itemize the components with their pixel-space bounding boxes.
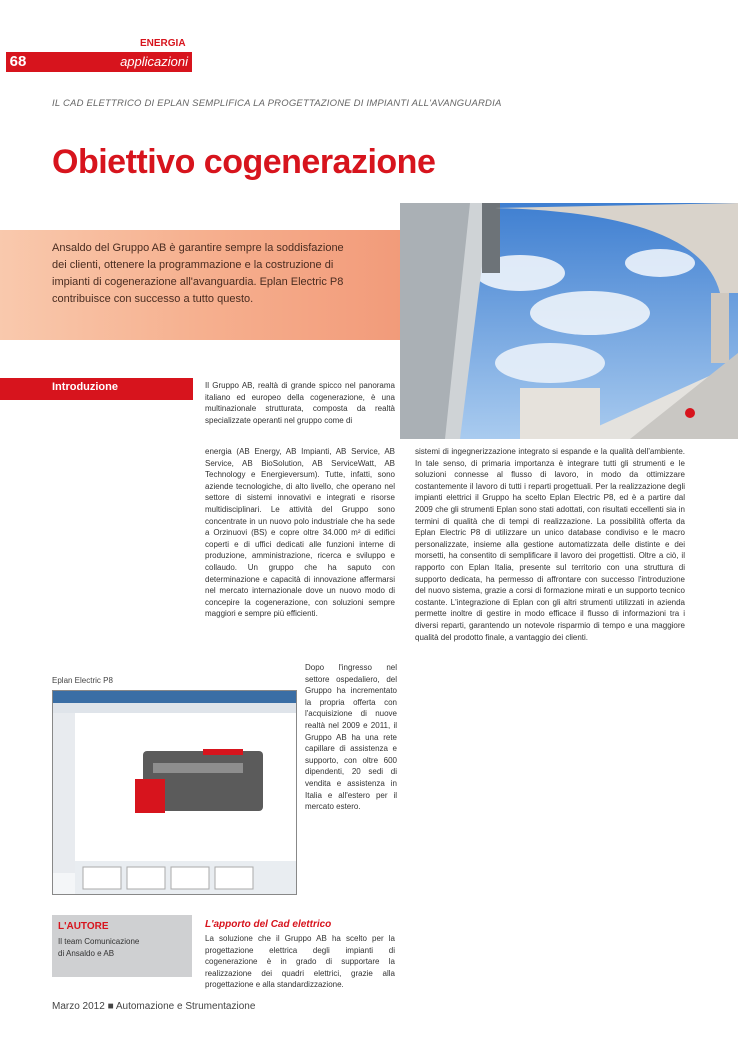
lead-text: Ansaldo del Gruppo AB è garantire sempre la soddisfazione dei clienti, ottenere la programmazione e la costruzione di impianti di cogenerazione all'avanguardia. Eplan Electric P8 contribuisce con successo a tutto questo. bbox=[52, 242, 344, 305]
author-heading: L'AUTORE bbox=[58, 921, 109, 932]
software-screenshot bbox=[52, 690, 297, 895]
hero-photo bbox=[400, 203, 738, 439]
author-line-2: di Ansaldo e AB bbox=[58, 949, 115, 958]
intro-label: Introduzione bbox=[52, 381, 118, 393]
author-line-1: Il team Comunicazione bbox=[58, 937, 140, 946]
kicker: IL CAD ELETTRICO DI EPLAN SEMPLIFICA LA PROGETTAZIONE DI IMPIANTI ALL'AVANGUARDIA bbox=[52, 98, 502, 109]
subheading: L'apporto del Cad elettrico bbox=[205, 919, 332, 930]
section-label: applicazioni bbox=[30, 52, 192, 72]
screenshot-caption: Eplan Electric P8 bbox=[52, 676, 113, 685]
body-column-1c: Dopo l'ingresso nel settore ospedaliero, del Gruppo ha incrementato la propria offerta con l'acquisizione di nuove realtà nel 2009 e 2011, il Gruppo AB ha una rete capillare di assistenza e supporto, con oltre 600 dipendenti, 20 sedi di vendita e assistenza in Italia e all'estero per il mercato estero. bbox=[305, 663, 397, 812]
body-column-1a: Il Gruppo AB, realtà di grande spicco nel panorama italiano ed europeo della cogenerazione, è una multinazionale strutturata, composta da realtà specializzate operanti nel gruppo come di bbox=[205, 381, 395, 425]
author-box bbox=[52, 915, 192, 977]
page-number: 68 bbox=[6, 52, 30, 72]
section-top-label: ENERGIA bbox=[140, 38, 186, 49]
subheading-text: La soluzione che il Gruppo AB ha scelto per la progettazione elettrica degli impianti di cogenerazione è in grado di supportare la realizzazione dei quadri elettrici, grazie alla progettazione e alla standardizzazione. bbox=[205, 934, 395, 990]
page-footer: Marzo 2012 ■ Automazione e Strumentazione bbox=[52, 1001, 256, 1012]
body-column-2: sistemi di ingegnerizzazione integrato si espande e la qualità dell'ambiente. In tale senso, di primaria importanza è integrare tutti gli strumenti e le soluzioni connesse al flusso di lavoro, in modo da ottimizzare costantemente il lavoro di tutti i reparti progettuali. Per la realizzazione degli impianti elettrici il Gruppo ha scelto Eplan Electric P8, ed è a partire dal 2009 che gli strumenti Eplan sono stati adottati, con risultati eccellenti sia in termini di qualità che di tempi di realizzazione. La possibilità offerta da Eplan Electric P8 di utilizzare un unico database condiviso e le macro personalizzate, insieme alla gestione automatizzata delle distinte e dei morsetti, ha consentito di semplificare il lavoro dei progettisti. Oltre a ciò, il rapporto con Eplan Italia, presente sul territorio con una struttura di supporto dedicata, ha permesso di affrontare con successo l'introduzione del nuovo sistema, grazie a corsi di formazione mirati e un supporto tecnico costante. L'integrazione di Eplan con gli altri strumenti utilizzati in azienda permette inoltre di gestire in modo efficace il flusso di informazioni tra i diversi reparti, garantendo un notevole risparmio di tempo e una maggiore qualità del prodotto finale, a vantaggio dei clienti. bbox=[415, 447, 685, 642]
body-column-1b: energia (AB Energy, AB Impianti, AB Service, AB Service, AB BioSolution, AB ServiceWatt, AB Technology e Energieversum). Tutte, infatti, sono aziende tecnologiche, di alto livello, che operano nel settore di sistemi innovativi e integrati e risorse multidisciplinari. Le attività del Gruppo sono concentrate in un nuovo polo industriale che ha sede a Orzinuovi (BS) e copre oltre 34.000 m² di edifici coperti e di uffici dedicati alle funzioni interne di produzione, amministrazione, ricerca e sviluppo e collaudo. Un gruppo che ha saputo con determinazione e capacità di innovazione affermarsi nel mercato internazionale dove un nuovo modo di concepire la cogenerazione, con soluzioni sempre maggiori e sempre più efficienti. bbox=[205, 447, 395, 619]
page-title: Obiettivo cogenerazione bbox=[52, 143, 436, 181]
